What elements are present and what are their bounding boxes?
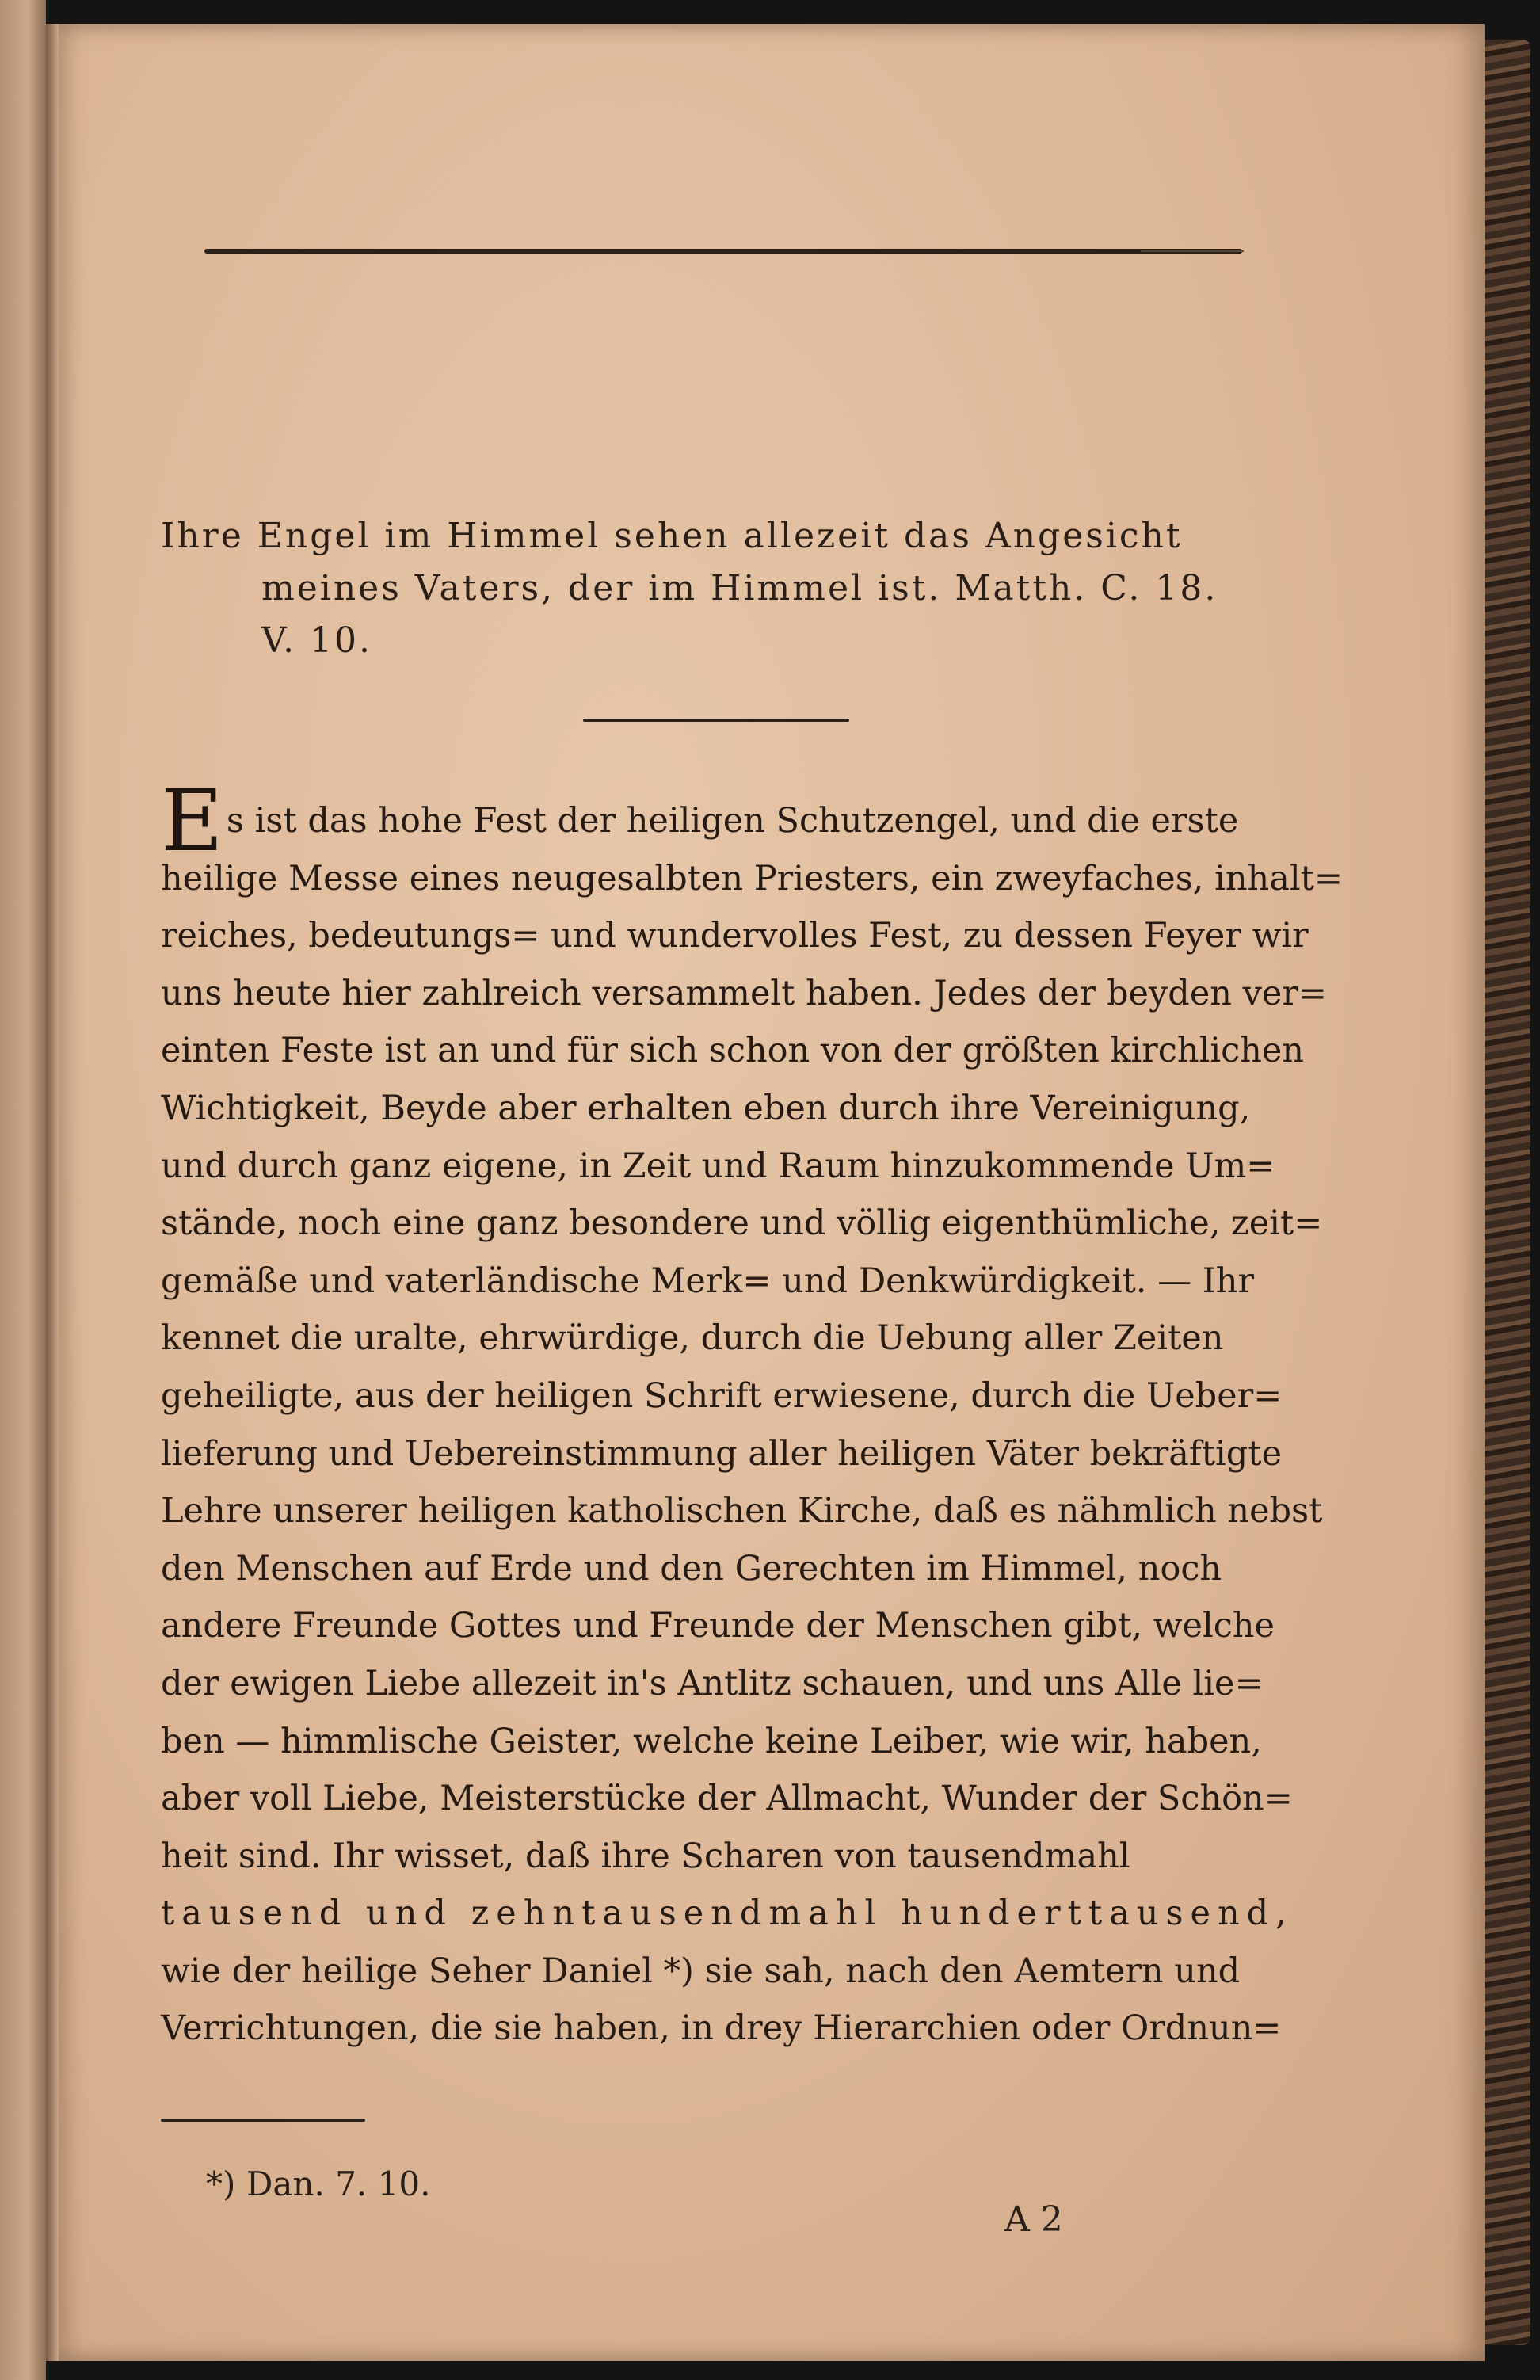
epigraph-line-3: V. 10. [261, 620, 373, 661]
text-line: andere Freunde Gottes und Freunde der Menschen gibt, welche [161, 1606, 1275, 1646]
section-rule [583, 719, 849, 722]
text-line: s ist das hohe Fest der heiligen Schutzengel, und die erste [226, 801, 1239, 841]
text-line: heilige Messe eines neugesalbten Priesters, ein zweyfaches, inhalt= [161, 858, 1343, 898]
text-line: und durch ganz eigene, in Zeit und Raum hinzukommende Um= [161, 1146, 1275, 1186]
footnote-rule [161, 2119, 365, 2122]
text-line: Lehre unserer heiligen katholischen Kirche, daß es nähmlich nebst [161, 1491, 1323, 1531]
text-line: kennet die uralte, ehrwürdige, durch die Uebung aller Zeiten [161, 1318, 1224, 1359]
sermon-text [161, 772, 1343, 2058]
text-line: den Menschen auf Erde und den Gerechten im Himmel, noch [161, 1548, 1222, 1589]
text-line: Verrichtungen, die sie haben, in drey Hierarchien oder Ordnun= [161, 2008, 1282, 2049]
book-cover-edge [1485, 40, 1530, 2345]
text-line: tausend und zehntausendmahl hunderttausend, [161, 1894, 1294, 1934]
text-line: reiches, bedeutungs= und wundervolles Fest, zu dessen Feyer wir [161, 916, 1309, 956]
text-line: ben — himmlische Geister, welche keine Leiber, wie wir, haben, [161, 1721, 1262, 1761]
text-line: stände, noch eine ganz besondere und völlig eigenthümliche, zeit= [161, 1203, 1323, 1244]
text-line: heit sind. Ihr wisset, daß ihre Scharen von tausendmahl [161, 1836, 1130, 1876]
header-rule-tail [1141, 250, 1244, 252]
epigraph [161, 510, 1286, 667]
facing-page-edge [0, 0, 46, 2380]
book-gutter [46, 24, 59, 2361]
text-line: der ewigen Liebe allezeit in's Antlitz schauen, und uns Alle lie= [161, 1663, 1264, 1703]
epigraph-line-2: meines Vaters, der im Himmel ist. Matth. C. 18. [261, 568, 1218, 608]
text-line: wie der heilige Seher Daniel *) sie sah, nach den Aemtern und [161, 1951, 1241, 1991]
text-line: Wichtigkeit, Beyde aber erhalten eben durch ihre Vereinigung, [161, 1088, 1251, 1128]
text-line: lieferung und Uebereinstimmung aller heiligen Väter bekräftigte [161, 1433, 1283, 1474]
epigraph-line-1: Ihre Engel im Himmel sehen allezeit das Angesicht [161, 516, 1183, 556]
footnote: *) Dan. 7. 10. [206, 2165, 431, 2203]
text-line: uns heute hier zahlreich versammelt haben. Jedes der beyden ver= [161, 973, 1327, 1013]
text-line: einten Feste ist an und für sich schon von der größten kirchlichen [161, 1031, 1304, 1071]
text-line: aber voll Liebe, Meisterstücke der Allmacht, Wunder der Schön= [161, 1779, 1293, 1819]
signature-mark: A 2 [1004, 2199, 1063, 2240]
header-rule [204, 249, 1242, 254]
drop-cap: E [161, 772, 223, 871]
text-line: gemäße und vaterländische Merk= und Denkwürdigkeit. — Ihr [161, 1261, 1255, 1301]
text-line: geheiligte, aus der heiligen Schrift erwiesene, durch die Ueber= [161, 1375, 1283, 1416]
